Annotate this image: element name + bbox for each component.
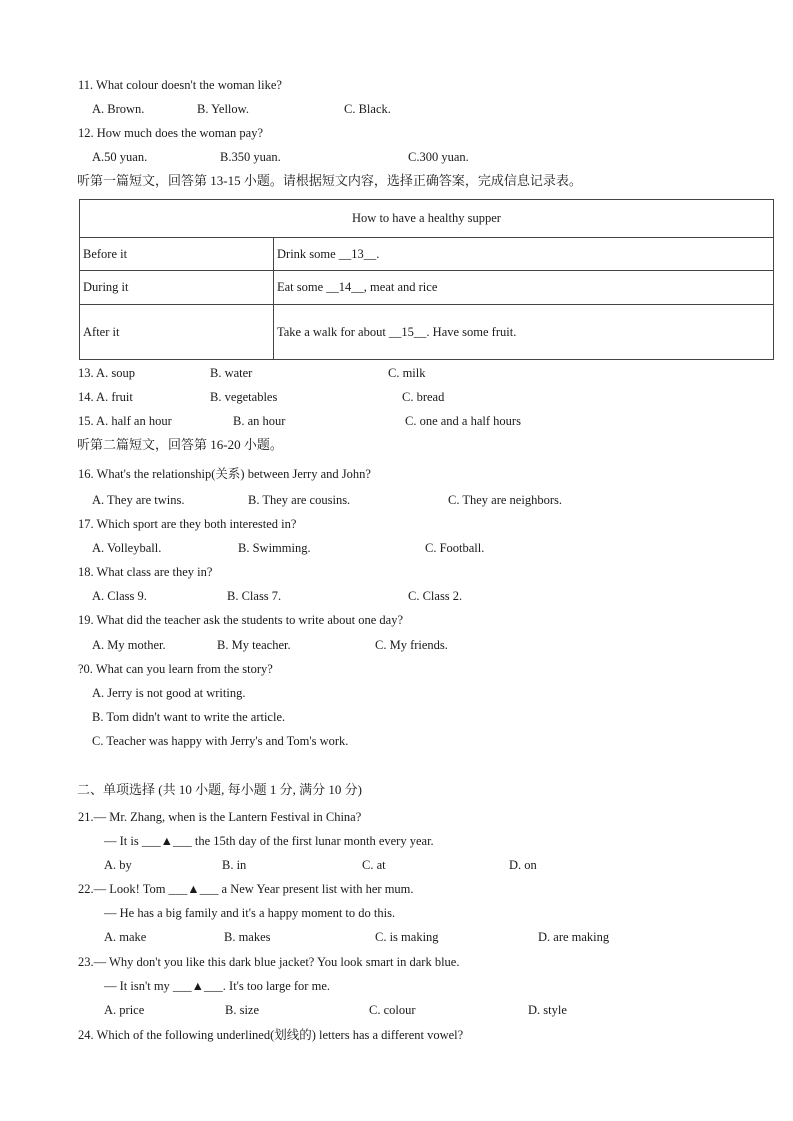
q11-option-a: A. Brown. [92,102,145,116]
q18-option-b: B. Class 7. [227,589,282,603]
q14-option-b: B. vegetables [210,390,278,404]
q23-option-d: D. style [528,1003,567,1017]
q21-option-b: B. in [222,858,247,872]
row-text: Eat some __14__, meat and rice [274,271,774,305]
q15-option-c: C. one and a half hours [405,414,521,428]
section-1-instruction: 听第一篇短文，回答第 13-15 小题。请根据短文内容，选择正确答案，完成信息记录表。 [77,173,582,188]
q22-option-c: C. is making [375,930,439,944]
table-row [80,238,774,271]
q19-option-c: C. My friends. [375,638,448,652]
q13-option-c: C. milk [388,366,426,380]
q22-option-b: B. makes [224,930,271,944]
section-2-instruction: 听第二篇短文，回答第 16-20 小题。 [77,437,283,452]
q20-question: ?0. What can you learn from the story? [78,662,273,676]
q17-question: 17. Which sport are they both interested in? [78,517,297,531]
q16-option-a: A. They are twins. [92,493,185,507]
q11-option-b: B. Yellow. [197,102,249,116]
table-row [80,271,774,305]
q15-option-a: 15. A. half an hour [78,414,172,428]
q11-option-c: C. Black. [344,102,391,116]
q17-option-a: A. Volleyball. [92,541,162,555]
row-label: After it [80,305,274,360]
q12-option-b: B.350 yuan. [220,150,281,164]
q22-question: 22.— Look! Tom ___▲___ a New Year present list with her mum. [78,882,414,896]
row-text: Drink some __13__. [274,238,774,271]
q16-question: 16. What's the relationship(关系) between Jerry and John? [78,467,371,481]
q23-option-a: A. price [104,1003,145,1017]
q22-option-a: A. make [104,930,147,944]
q21-response: — It is ___▲___ the 15th day of the first lunar month every year. [104,834,434,848]
q22-option-d: D. are making [538,930,610,944]
q23-response: — It isn't my ___▲___. It's too large for me. [104,979,330,993]
q15-option-b: B. an hour [233,414,286,428]
row-label: Before it [80,238,274,271]
part-2-heading: 二、单项选择 (共 10 小题, 每小题 1 分, 满分 10 分) [77,782,362,797]
q13-option-a: 13. A. soup [78,366,135,380]
q21-option-c: C. at [362,858,386,872]
q20-option-c: C. Teacher was happy with Jerry's and Tom's work. [92,734,349,748]
q13-option-b: B. water [210,366,253,380]
table-row [80,305,774,360]
q19-option-a: A. My mother. [92,638,166,652]
q23-option-b: B. size [225,1003,260,1017]
q12-option-a: A.50 yuan. [92,150,148,164]
table-title: How to have a healthy supper [80,200,774,238]
q20-option-b: B. Tom didn't want to write the article. [92,710,286,724]
q14-option-a: 14. A. fruit [78,390,133,404]
info-record-table [79,199,774,360]
q19-question: 19. What did the teacher ask the students to write about one day? [78,613,404,627]
row-text: Take a walk for about __15__. Have some fruit. [274,305,774,360]
q12-option-c: C.300 yuan. [408,150,469,164]
q18-option-a: A. Class 9. [92,589,147,603]
q21-option-a: A. by [104,858,132,872]
q16-option-c: C. They are neighbors. [448,493,562,507]
q23-question: 23.— Why don't you like this dark blue jacket? You look smart in dark blue. [78,955,460,969]
q17-option-b: B. Swimming. [238,541,311,555]
q12-question: 12. How much does the woman pay? [78,126,264,140]
q22-response: — He has a big family and it's a happy moment to do this. [104,906,396,920]
q14-option-c: C. bread [402,390,445,404]
q21-question: 21.— Mr. Zhang, when is the Lantern Festival in China? [78,810,362,824]
q18-option-c: C. Class 2. [408,589,463,603]
q19-option-b: B. My teacher. [217,638,291,652]
q11-question: 11. What colour doesn't the woman like? [78,78,282,92]
q21-option-d: D. on [509,858,537,872]
q24-question: 24. Which of the following underlined(划线的) letters has a different vowel? [78,1028,464,1042]
row-label: During it [80,271,274,305]
q17-option-c: C. Football. [425,541,485,555]
q16-option-b: B. They are cousins. [248,493,351,507]
q20-option-a: A. Jerry is not good at writing. [92,686,246,700]
q18-question: 18. What class are they in? [78,565,213,579]
q23-option-c: C. colour [369,1003,416,1017]
